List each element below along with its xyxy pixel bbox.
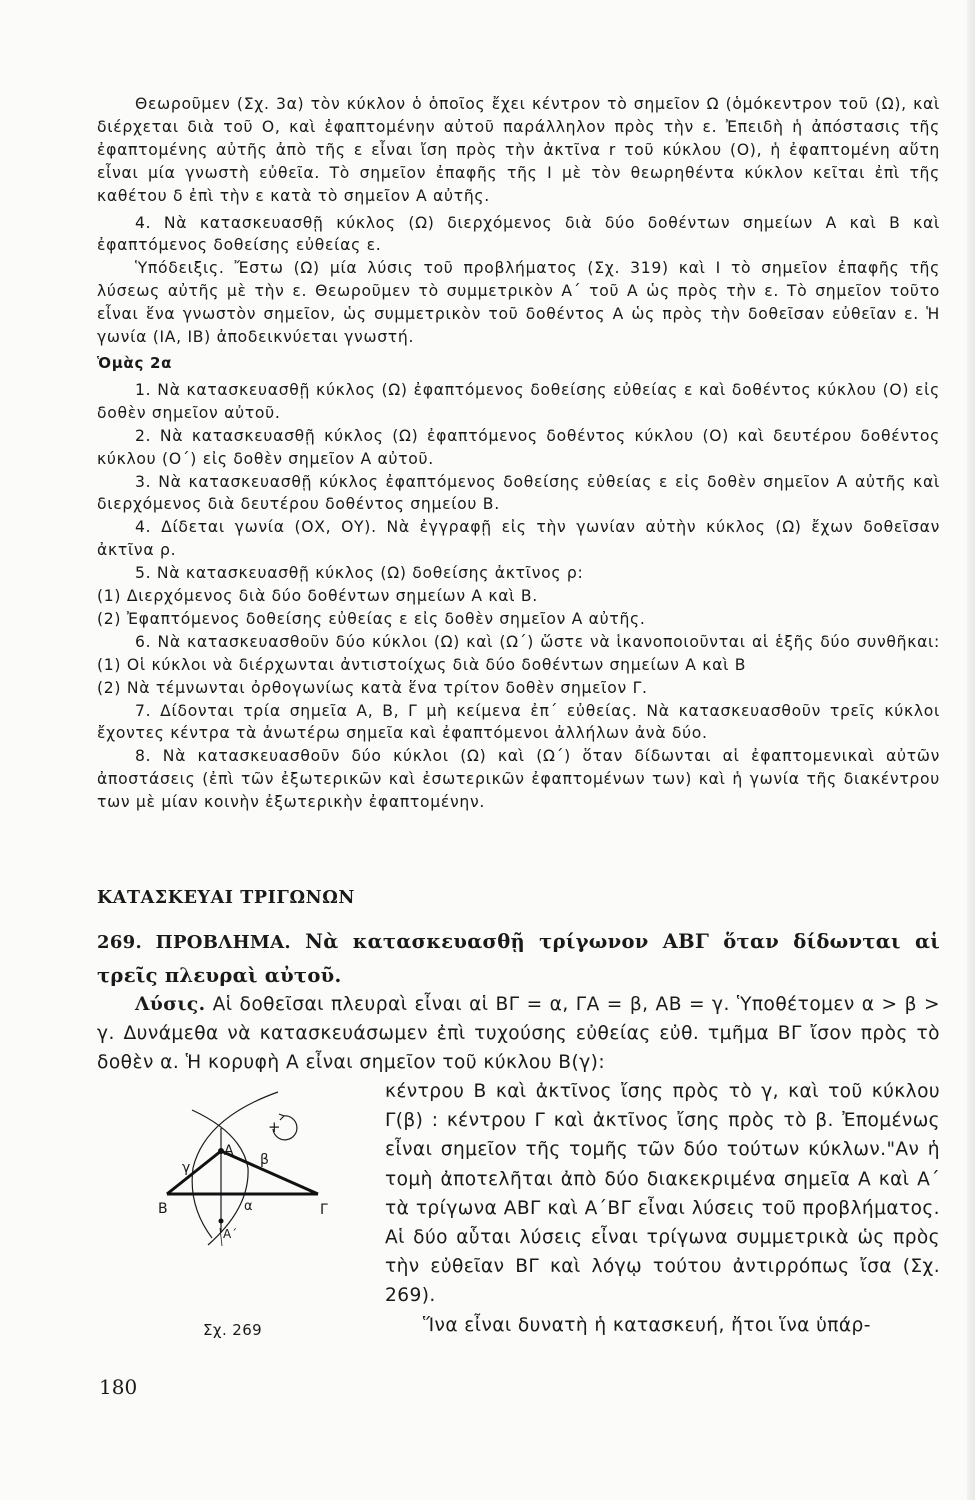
label-plus: + [268, 1118, 281, 1136]
arc-left-icon [192, 1110, 248, 1245]
label-B: B [158, 1201, 168, 1217]
hint-paragraph: Ὑπόδειξις. Ἔστω (Ω) μία λύσις τοῦ προβλήματος (Σχ. 319) καὶ Ι τὸ σημεῖον ἐπαφῆς τῆς λύσεως αὐτῆς μὲ τὴν ε. Θεωροῦμεν τὸ συμμετρικὸν Α΄ τοῦ Α ὡς πρὸς τὴν ε. Τὸ σημεῖον τοῦτο εἶναι ἕνα γνωστὸν σημεῖον, ὡς συμμετρικὸν τοῦ δοθέντος Α ὡς πρὸς τὴν δοθεῖσαν εὐθεῖαν ε. Ἡ γωνία (ΙΑ, ΙΒ) ἀποδεικνύεται γνωστή. [97, 259, 940, 347]
label-A-prime: A΄ [223, 1227, 238, 1241]
section-title: ΚΑΤΑΣΚΕΥΑΙ ΤΡΙΓΩΝΩΝ [97, 888, 355, 908]
exercise-7: 7. Δίδονται τρία σημεῖα Α, Β, Γ μὴ κείμενα ἐπ΄ εὐθείας. Νὰ κατασκευασθοῦν τρεῖς κύκλοι ἔχοντες κέντρα τὰ ἀνωτέρω σημεῖα καὶ ἐφαπτόμενοι ἀλλήλων ἀνὰ δύο. [97, 701, 940, 743]
page-edge [967, 0, 975, 1500]
solution-text: Αἱ δοθεῖσαι πλευραὶ εἶναι αἱ ΒΓ = α, ΓΑ = β, ΑΒ = γ. Ὑποθέτομεν α > β > γ. Δυνάμεθα νὰ κατασκευάσωμεν ἐπὶ τυχούσης εὐθείας εὐθ. τμῆμα ΒΓ ἴσον πρὸς τὸ δοθὲν α. Ἡ κορυφὴ Α εἶναι σημεῖον τοῦ κύκλου Β(γ): [97, 994, 940, 1073]
segment-AG [221, 1151, 318, 1194]
label-G: Γ [320, 1202, 328, 1218]
solution-continuation: κέντρου Β καὶ ἀκτῖνος ἴσης πρὸς τὸ γ, καὶ τοῦ κύκλου Γ(β) : κέντρου Γ καὶ ἀκτῖνος ἴσης πρὸς τὸ β. Ἐπομένως εἶναι σημεῖον τῆς τομῆς τῶν δύο τούτων κύκλων."Αν ἡ τομὴ ἀποτελῆται ἀπὸ δύο διακεκριμένα σημεῖα Α καὶ Α΄ τὰ τρίγωνα ΑΒΓ καὶ Α΄ΒΓ εἶναι λύσεις τοῦ προβλήματος. Αἱ δύο αὗται λύσεις εἶναι τρίγωνα συμμετρικὰ ὡς πρὸς τὴν εὐθεῖαν ΒΓ καὶ λόγῳ τούτου ἀντιρρόπως ἴσα (Σχ. 269). [385, 1081, 940, 1307]
page-number: 180 [99, 1375, 138, 1399]
exercise-1: 1. Νὰ κατασκευασθῇ κύκλος (Ω) ἐφαπτόμενος δοθείσης εὐθείας ε καὶ δοθέντος κύκλου (Ο) εἰς δοθὲν σημεῖον αὐτοῦ. [97, 380, 940, 422]
exercise-5-part-1: (1) Διερχόμενος διὰ δύο δοθέντων σημείων Α καὶ Β. [97, 587, 538, 606]
problem-statement: Νὰ κατασκευασθῇ τρίγωνον ΑΒΓ ὅταν δίδωνται αἱ τρεῖς πλευραὶ αὐτοῦ. [97, 930, 940, 987]
problem-number: 269. ΠΡΟΒΛΗΜΑ. [97, 932, 291, 953]
label-beta: β [260, 1152, 269, 1168]
segment-AB [167, 1151, 221, 1194]
exercise-2: 2. Νὰ κατασκευασθῇ κύκλος (Ω) ἐφαπτόμενος δοθέντος κύκλου (Ο) καὶ δευτέρου δοθέντος κύκλου (Ο΄) εἰς δοθὲν σημεῖον Α αὐτοῦ. [97, 426, 940, 468]
label-A: A [224, 1143, 234, 1159]
upper-text-block [97, 93, 940, 814]
label-gamma: γ [182, 1160, 191, 1176]
solution-lead: Λύσις. [135, 994, 206, 1015]
exercise-4b: 4. Δίδεται γωνία (ΟΧ, ΟΥ). Νὰ ἐγγραφῇ εἰς τὴν γωνίαν αὐτὴν κύκλος (Ω) ἔχων δοθεῖσαν ἀκτῖνα ρ. [97, 518, 940, 560]
solution-block [97, 990, 940, 1077]
exercise-8: 8. Νὰ κατασκευασθοῦν δύο κύκλοι (Ω) καὶ (Ω΄) ὅταν δίδωνται αἱ ἐφαπτομενικαὶ αὐτῶν ἀποστάσεις (ἐπὶ τῶν ἐξωτερικῶν καὶ ἐσωτερικῶν ἐφαπτομένων των) καὶ ἡ γωνία τῆς διακέντρου των μὲ μίαν κοινὴν ἐξωτερικὴν ἐφαπτομένην. [97, 747, 940, 812]
exercise-5: 5. Νὰ κατασκευασθῇ κύκλος (Ω) δοθείσης ἀκτῖνος ρ: [135, 564, 584, 583]
exercise-6: 6. Νὰ κατασκευασθοῦν δύο κύκλοι (Ω) καὶ (Ω΄) ὥστε νὰ ἱκανοποιοῦνται αἱ ἑξῆς δύο συνθῆκαι: (1) Οἱ κύκλοι νὰ διέρχωνται ἀντιστοίχως διὰ δύο δοθέντων σημείων Α καὶ Β [97, 632, 940, 674]
paragraph-intro: Θεωροῦμεν (Σχ. 3α) τὸν κύκλον ὁ ὁποῖος ἔχει κέντρον τὸ σημεῖον Ω (ὁμόκεντρον τοῦ (Ω), καὶ διέρχεται διὰ τοῦ Ο, καὶ ἐφαπτομένην αὐτοῦ παράλληλον πρὸς τὴν ε. Ἐπειδὴ ἡ ἀπόστασις τῆς ἐφαπτομένης αὐτῆς ἀπὸ τῆς ε εἶναι ἴση πρὸς τὴν ἀκτῖνα r τοῦ κύκλου (Ο), ἡ ἐφαπτομένη αὕτη εἶναι μία γνωστὴ εὐθεῖα. Τὸ σημεῖον ἐπαφῆς τῆς Ι μὲ τὸν θεωρηθέντα κύκλον κεῖται ἐπὶ τῆς καθέτου δ ἐπὶ τὴν ε κατὰ τὸ σημεῖον Α αὐτῆς. [97, 95, 940, 205]
exercise-5-part-2: (2) Ἐφαπτόμενος δοθείσης εὐθείας ε εἰς δοθὲν σημεῖον Α αὐτῆς. [97, 609, 646, 628]
problem-heading [97, 925, 940, 992]
right-column-text [385, 1077, 940, 1340]
group-heading: Ὁμὰς 2α [97, 353, 173, 372]
figure-caption: Σχ. 269 [203, 1321, 263, 1339]
exercise-4: 4. Νὰ κατασκευασθῇ κύκλος (Ω) διερχόμενος διὰ δύο δοθέντων σημείων Α καὶ Β καὶ ἐφαπτόμενος δοθείσης εὐθείας ε. [97, 213, 940, 255]
label-alpha: α [244, 1199, 253, 1214]
figure-269 [120, 1088, 345, 1248]
point-A-prime [219, 1219, 224, 1224]
exercise-3: 3. Νὰ κατασκευασθῇ κύκλος ἐφαπτόμενος δοθείσης εὐθείας ε εἰς δοθὲν σημεῖον Α αὐτῆς καὶ διερχόμενος διὰ δευτέρου δοθέντος σημείου Β. [97, 472, 940, 514]
solution-last-line: Ἵνα εἶναι δυνατὴ ἡ κατασκευή, ἤτοι ἵνα ὑπάρ- [423, 1314, 871, 1336]
exercise-6-part-2: (2) Νὰ τέμνωνται ὀρθογωνίως κατὰ ἕνα τρίτον δοθὲν σημεῖον Γ. [97, 678, 648, 697]
